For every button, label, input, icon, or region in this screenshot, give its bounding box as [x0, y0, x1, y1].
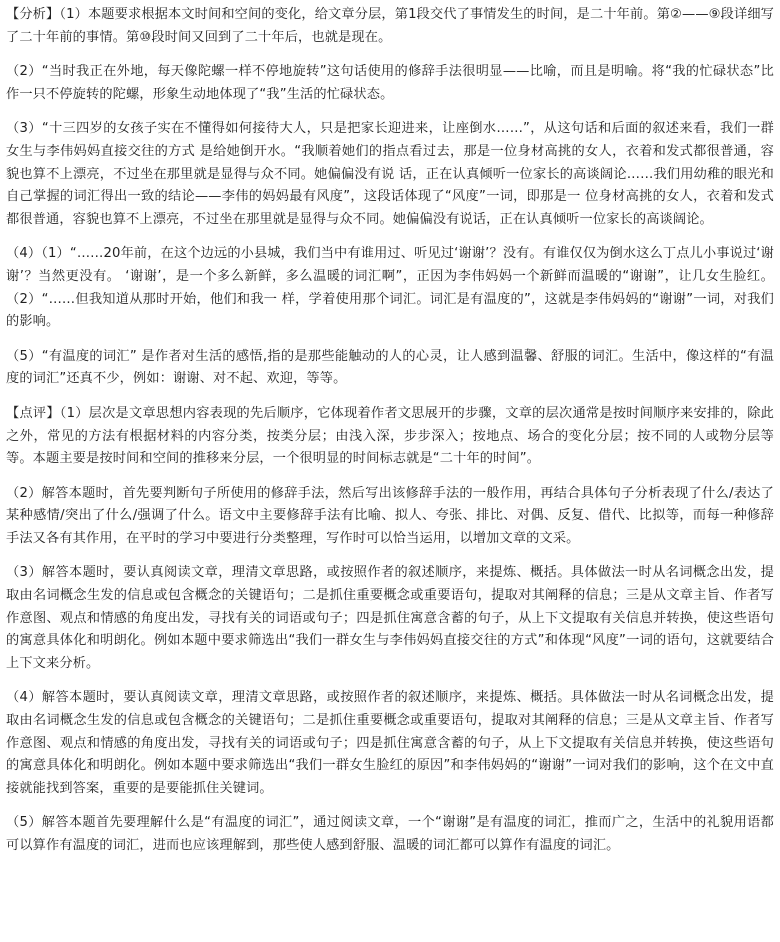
comment-paragraph-5: （5）解答本题首先要理解什么是“有温度的词汇”，通过阅读文章，一个“谢谢”是有温度的词汇，推而广之，生活中的礼貌用语都可以算作有温度的词汇，进而也应该理解到，那些使人感到舒服、温暖的词汇都可以算作有温度的词汇。 [6, 815, 774, 853]
comment-paragraph-1: 【点评】（1）层次是文章思想内容表现的先后顺序，它体现着作者文思展开的步骤，文章的层次通常是按时间顺序来安排的，除此之外，常见的方法有根据材料的内容分类，按类分层；由浅入深，步步深入；按地点、场合的变化分层；按不同的人或物分层等等。本题主要是按时间和空间的推移来分层，一个很明显的时间标志就是“二十年的时间”。 [6, 405, 774, 467]
analysis-paragraph-1: 【分析】（1）本题要求根据本文时间和空间的变化，给文章分层，第1段交代了事情发生的时间，是二十年前。第②——⑨段详细写了二十年前的事情。第⑩段时间又回到了二十年后，也就是现在。 [6, 7, 774, 45]
analysis-paragraph-4: （4）（1）“……20年前，在这个边远的小县城，我们当中有谁用过、听见过‘谢谢’？没有。有谁仅仅为倒水这么丁点儿小事说过‘谢谢’？当然更没有。 ‘谢谢’，是一个多么新鲜，多么温暖的词汇啊”，正因为李伟妈妈一个新鲜而温暖的“谢谢”，让几女生脸红。（2）“……但我知道从那时开始，他们和我一 样，学着使用那个词汇。词汇是有温度的”，这就是李伟妈妈的“谢谢”一词，对我们的影响。 [6, 246, 774, 330]
comment-paragraph-4: （4）解答本题时，要认真阅读文章，理清文章思路，或按照作者的叙述顺序，来提炼、概括。具体做法一时从名词概念出发，提取由名词概念生发的信息或包含概念的关键语句；二是抓住重要概念或重要语句，提取对其阐释的信息；三是从文章主旨、作者写作意图、观点和情感的角度出发，寻找有关的词语或句子；四是抓住寓意含蓄的句子，从上下文提取有关信息并转换，使这些语句的寓意具体化和明朗化。例如本题中要求筛选出“我们一群女生脸红的原因”和李伟妈妈的“谢谢”一词对我们的影响，这个在文中直接就能找到答案，重要的是要能抓住关键词。 [6, 690, 774, 796]
comment-paragraph-2: （2）解答本题时，首先要判断句子所使用的修辞手法，然后写出该修辞手法的一般作用，再结合具体句子分析表现了什么/表达了某种感情/突出了什么/强调了什么。语文中主要修辞手法有比喻、拟人、夸张、排比、对偶、反复、借代、比拟等，而每一种修辞手法又各有其作用，在平时的学习中要进行分类整理，写作时可以恰当运用，以增加文章的文采。 [6, 485, 774, 546]
comment-paragraph-3: （3）解答本题时，要认真阅读文章，理清文章思路，或按照作者的叙述顺序，来提炼、概括。具体做法一时从名词概念出发，提取由名词概念生发的信息或包含概念的关键语句；二是抓住重要概念或重要语句，提取对其阐释的信息；三是从文章主旨、作者写作意图、观点和情感的角度出发，寻找有关的词语或句子；四是抓住寓意含蓄的句子，从上下文提取有关信息并转换，使这些语句的寓意具体化和明朗化。例如本题中要求筛选出“我们一群女生与李伟妈妈直接交往的方式”和体现“风度”一词的语句，这就要结合上下文来分析。 [6, 565, 774, 671]
analysis-paragraph-5: （5）“有温度的词汇” 是作者对生活的感悟,指的是那些能触动的人的心灵，让人感到温馨、舒服的词汇。生活中，像这样的“有温度的词汇”还真不少，例如：谢谢、对不起、欢迎，等等。 [6, 348, 774, 387]
analysis-paragraph-3: （3）“十三四岁的女孩子实在不懂得如何接待大人，只是把家长迎进来，让座倒水……”，从这句话和后面的叙述来看，我们一群女生与李伟妈妈直接交往的方式 是给她倒开水。“我顺着她们的指点看过去，那是一位身材高挑的女人，衣着和发式都很普通，容貌也算不上漂亮，不过坐在那里就是显得与众不同。她偏偏没有说 话，正在认真倾听一位家长的高谈阔论……我们用幼稚的眼光和自己掌握的词汇得出一致的结论——李伟的妈妈最有风度”，这段话体现了“风度”一词，即那是一 位身材高挑的女人，衣着和发式都很普通，容貌也算不上漂亮，不过坐在那里就是显得与众不同。她偏偏没有说话，正在认真倾听一位家长的高谈阔论。 [6, 121, 774, 227]
analysis-paragraph-2: （2）“当时我正在外地，每天像陀螺一样不停地旋转”这句话使用的修辞手法很明显——比喻，而且是明喻。将“我的忙碌状态”比作一只不停旋转的陀螺，形象生动地体现了“我”生活的忙碌状态。 [6, 64, 774, 102]
